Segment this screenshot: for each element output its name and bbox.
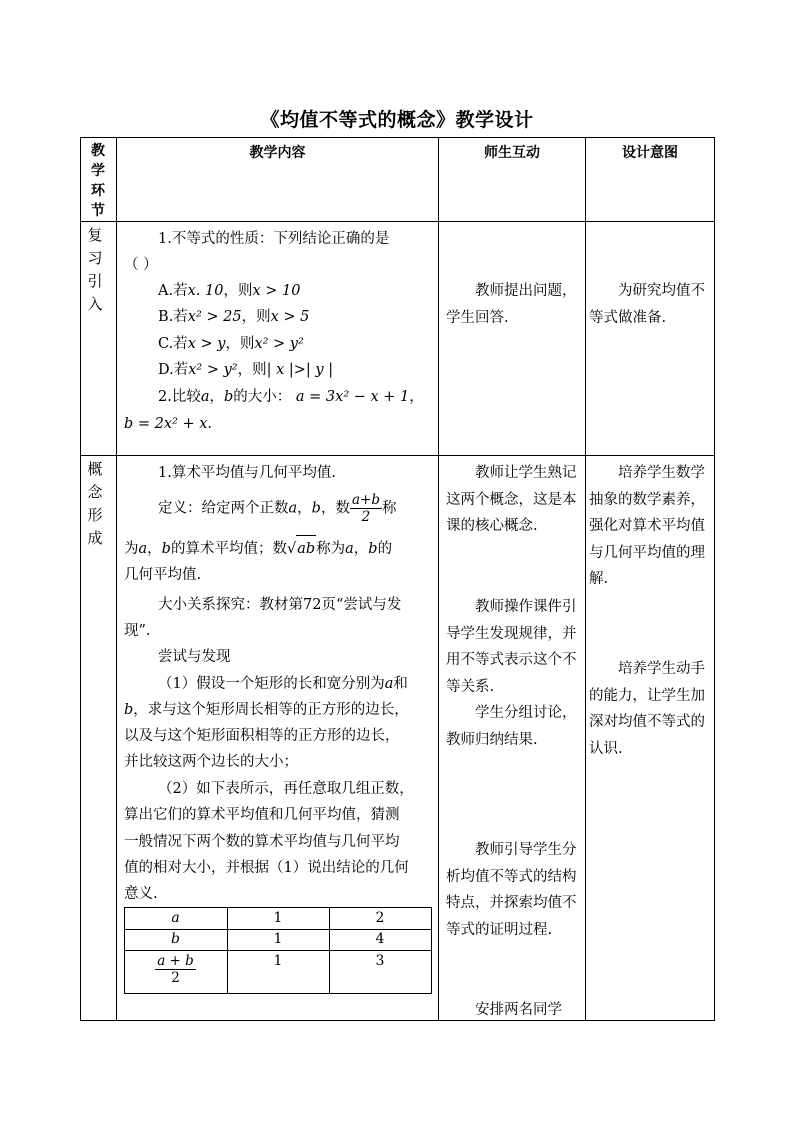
option-c-then: ，则 xyxy=(225,336,255,352)
task1-var-a: a xyxy=(384,676,394,692)
definition-line2-b2: b xyxy=(368,541,378,557)
option-a-prefix: A.若 xyxy=(158,283,188,299)
definition-line2-end: 的 xyxy=(377,541,393,557)
header-teaching-stage: 教学环节 xyxy=(91,143,105,219)
document-title: 《均值不等式的概念》教学设计 xyxy=(260,109,534,131)
header-interaction: 师生互动 xyxy=(484,145,540,161)
option-a-then: ，则 xyxy=(223,283,253,299)
section2-interaction-2: 教师操作课件引导学生发现规律，并用不等式表示这个不等关系. xyxy=(446,599,577,695)
section2-label: 概念形成 xyxy=(87,460,103,547)
explore-line2: 现”. xyxy=(124,623,151,639)
inner-row-mean-label xyxy=(124,953,227,986)
inner-row-mean-value2: 3 xyxy=(375,953,385,969)
fraction-denominator: 2 xyxy=(361,509,371,525)
question2-prefix: 2.比较 xyxy=(158,389,201,405)
table-bottom-border xyxy=(80,1020,715,1021)
inner-row-a-value1: 1 xyxy=(273,910,283,926)
option-c-result: x² > y² xyxy=(254,336,304,352)
arithmetic-mean-fraction xyxy=(350,492,382,525)
inner-row-b-value1: 1 xyxy=(273,931,283,947)
section2-intent-2: 培养学生动手的能力，让学生加深对均值不等式的认识. xyxy=(589,661,705,757)
inner-table-row1-bottom xyxy=(124,929,431,930)
inner-row-a-label: a xyxy=(171,910,180,926)
option-c-condition: x > y xyxy=(187,336,226,352)
geometric-mean-sqrt: ab xyxy=(296,535,316,562)
task2-line1: （2）如下表所示，再任意取几组正数， xyxy=(158,781,414,797)
inner-row-b-value2: 4 xyxy=(375,931,385,947)
definition-mid: ，数 xyxy=(320,500,350,517)
header-design-intent: 设计意图 xyxy=(622,145,678,161)
task2-line4: 值的相对大小，并根据（1）说出结论的几何 xyxy=(124,860,409,876)
definition-prefix: 定义：给定两个正数 xyxy=(158,500,289,517)
option-d-prefix: D.若 xyxy=(158,362,189,378)
definition-line2-called: 称为 xyxy=(316,541,346,557)
header-teaching-content: 教学内容 xyxy=(249,145,306,161)
inner-mean-fraction xyxy=(155,953,196,986)
definition-sep: ， xyxy=(297,500,312,517)
definition-line2-b: b xyxy=(161,541,171,557)
task1-line2: ，求与这个矩形周长相等的正方形的边长， xyxy=(133,702,409,718)
option-b-result: x > 5 xyxy=(270,309,310,325)
question2-separator: ， xyxy=(209,389,224,405)
option-b-condition: x² > 25 xyxy=(187,309,242,325)
definition-line2-a2: a xyxy=(345,541,354,557)
option-d-then: ，则 xyxy=(237,362,267,378)
task1-var-b: b xyxy=(124,702,134,718)
task1-line1: （1）假设一个矩形的长和宽分别为 xyxy=(158,676,385,692)
section2-intent-1: 培养学生数学抽象的数学素养，强化对算术平均值与几何平均值的理解. xyxy=(589,465,705,587)
definition-called: 称 xyxy=(381,500,397,517)
inner-row-mean-value1: 1 xyxy=(273,953,283,969)
fraction-numerator: a+b xyxy=(351,492,380,508)
question1-paren: （ ） xyxy=(124,257,158,273)
question2-comma: ， xyxy=(409,389,424,405)
task1-line4: 并比较这两个边长的大小； xyxy=(124,754,298,770)
section1-bottom-border xyxy=(80,455,715,456)
inner-row-b-label: b xyxy=(171,931,180,947)
option-a-condition: x. 10 xyxy=(187,283,224,299)
option-b-prefix: B.若 xyxy=(158,309,188,325)
inner-row-a-value2: 2 xyxy=(375,910,385,926)
header-bottom-border xyxy=(80,221,715,222)
definition-var-b: b xyxy=(311,500,321,517)
definition-line2-sep2: ， xyxy=(353,541,369,557)
task1-line3: 以及与这个矩形面积相等的正方形的边长， xyxy=(124,728,400,744)
definition-line2-mid: 的算术平均值；数 xyxy=(170,541,287,557)
concept-heading: 1.算术平均值与几何平均值. xyxy=(158,465,336,481)
geometric-mean-label: 几何平均值. xyxy=(124,567,202,583)
try-discover-heading: 尝试与发现 xyxy=(158,649,231,665)
col2-divider xyxy=(438,137,439,1021)
explore-line1: 大小关系探究：教材第72页“尝试与发 xyxy=(158,597,402,613)
inner-table-top xyxy=(124,907,431,908)
task2-line5: 意义. xyxy=(124,886,158,902)
section1-interaction: 教师提出问题，学生回答. xyxy=(446,283,577,326)
question2-var-b: b xyxy=(224,389,234,405)
definition-var-a: a xyxy=(288,500,298,517)
section2-interaction-4: 教师引导学生分析均值不等式的结构特点，并探索均值不等式的证明过程. xyxy=(446,842,577,938)
task2-line3: 一般情况下两个数的算术平均值与几何平均 xyxy=(124,834,400,850)
question2-expr-a: a = 3x² − x + 1 xyxy=(295,389,410,405)
option-d-condition: x² > y² xyxy=(188,362,238,378)
question2-compare: 的大小： xyxy=(233,389,292,405)
task1-and: 和 xyxy=(393,676,408,692)
section1-label: 复习引入 xyxy=(87,226,103,313)
option-c-prefix: C.若 xyxy=(158,336,188,352)
section2-interaction-3: 学生分组讨论，教师归纳结果. xyxy=(446,705,577,748)
question2-var-a: a xyxy=(200,389,210,405)
question1-text: 1.不等式的性质：下列结论正确的是 xyxy=(158,231,390,247)
inner-table-right xyxy=(431,907,432,994)
col3-divider xyxy=(585,137,586,1021)
definition-line2-a: a xyxy=(138,541,148,557)
option-a-result: x > 10 xyxy=(252,283,301,299)
col1-divider xyxy=(116,137,117,1021)
table-right-border xyxy=(714,137,715,1021)
inner-table-row2-bottom xyxy=(124,950,431,951)
definition-line2-sep: ， xyxy=(147,541,162,557)
definition-line2-prefix: 为 xyxy=(124,541,139,557)
inner-table-bottom xyxy=(124,993,431,994)
table-top-border xyxy=(80,137,715,138)
task2-line2: 算出它们的算术平均值和几何平均值，猜测 xyxy=(124,807,400,823)
question2-end: . xyxy=(207,416,213,432)
option-b-then: ，则 xyxy=(241,309,271,325)
section1-intent: 为研究均值不等式做准备. xyxy=(589,283,705,326)
section2-interaction-5: 安排两名同学 xyxy=(475,1002,562,1018)
option-d-result: | x |>| y | xyxy=(266,362,334,378)
section2-interaction-1: 教师让学生熟记这两个概念，这是本课的核心概念. xyxy=(446,465,577,534)
inner-mean-denominator: 2 xyxy=(171,970,180,986)
inner-mean-numerator: a + b xyxy=(157,953,194,969)
question2-expr-b: b = 2x² + x xyxy=(124,416,208,432)
table-left-border xyxy=(80,137,81,1021)
